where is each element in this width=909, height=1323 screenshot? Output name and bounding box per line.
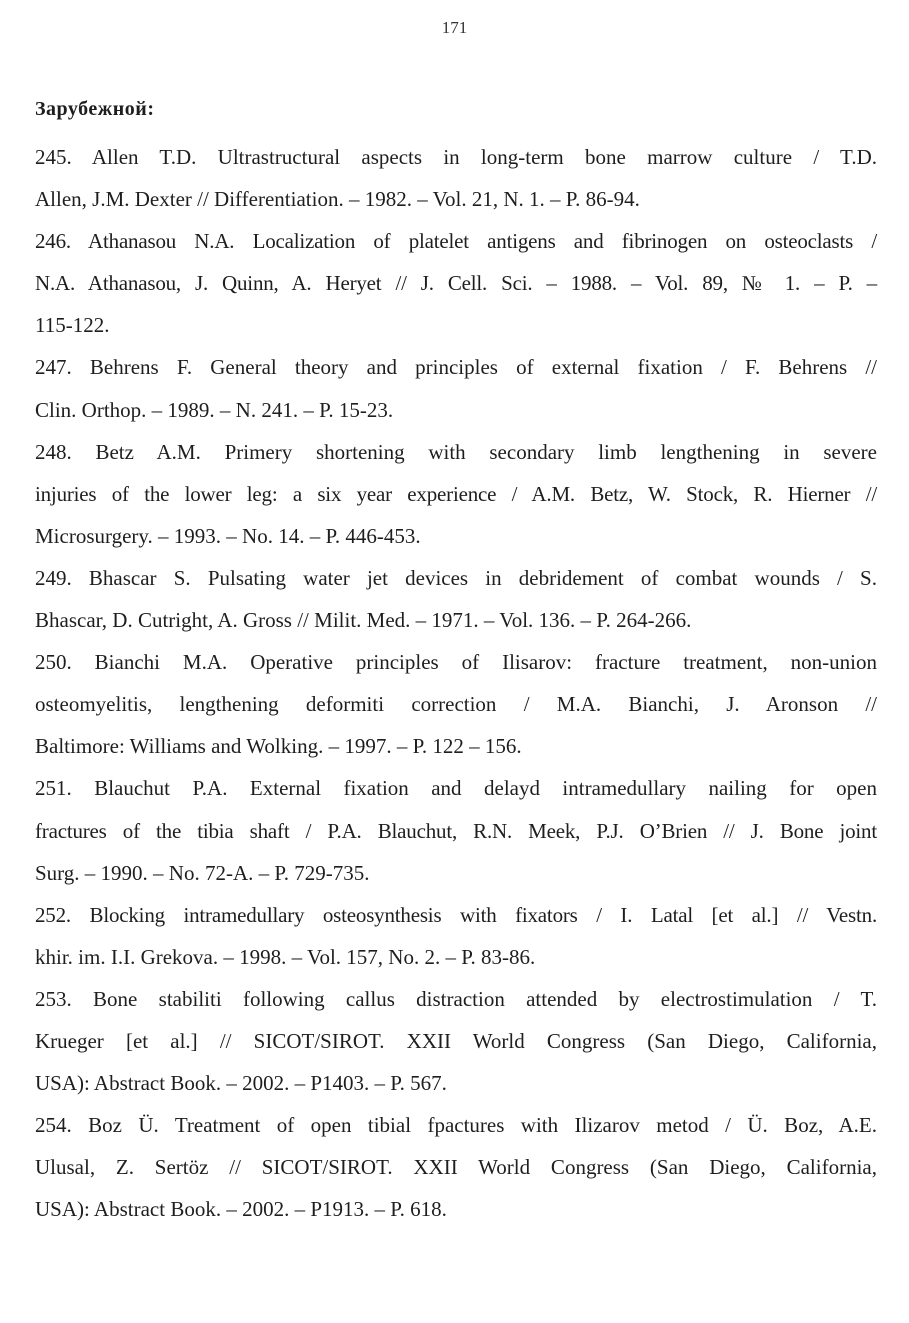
reference-entry-247 bbox=[35, 346, 877, 430]
reference-entry-246 bbox=[35, 220, 877, 346]
reference-entry-253 bbox=[35, 978, 877, 1104]
reference-line: Krueger [et al.] // SICOT/SIROT. XXII World Congress (San Diego, California, bbox=[35, 1028, 877, 1053]
reference-line: 248. Betz A.M. Primery shortening with secondary limb lengthening in severe bbox=[35, 439, 877, 464]
reference-entry-250 bbox=[35, 641, 877, 767]
reference-line: 246. Athanasou N.A. Localization of platelet antigens and fibrinogen on osteoclasts / bbox=[35, 229, 877, 254]
reference-entry-249 bbox=[35, 557, 877, 641]
reference-list bbox=[35, 136, 877, 1230]
reference-line: Microsurgery. – 1993. – No. 14. – P. 446-453. bbox=[35, 523, 421, 548]
reference-entry-245 bbox=[35, 136, 877, 220]
reference-line: 251. Blauchut P.A. External fixation and delayd intramedullary nailing for open bbox=[35, 776, 877, 801]
reference-line: 247. Behrens F. General theory and principles of external fixation / F. Behrens // bbox=[35, 355, 877, 380]
reference-line: USA): Abstract Book. – 2002. – P1403. – P. 567. bbox=[35, 1071, 447, 1096]
reference-line: 249. Bhascar S. Pulsating water jet devices in debridement of combat wounds / S. bbox=[35, 565, 877, 590]
reference-line: 245. Allen T.D. Ultrastructural aspects in long-term bone marrow culture / T.D. bbox=[35, 145, 877, 169]
page-number: 171 bbox=[441, 18, 468, 37]
reference-line: injuries of the lower leg: a six year experience / A.M. Betz, W. Stock, R. Hierner // bbox=[35, 481, 877, 506]
reference-line: 254. Boz Ü. Treatment of open tibial fpactures with Ilizarov metod / Ü. Boz, A.E. bbox=[35, 1113, 877, 1138]
section-heading: Зарубежной: bbox=[35, 98, 155, 120]
reference-entry-254 bbox=[35, 1104, 877, 1230]
reference-line: Baltimore: Williams and Wolking. – 1997. – P. 122 – 156. bbox=[35, 734, 522, 759]
reference-line: fractures of the tibia shaft / P.A. Blauchut, R.N. Meek, P.J. O’Brien // J. Bone joint bbox=[35, 818, 877, 843]
reference-line: 253. Bone stabiliti following callus distraction attended by electrostimulation / T. bbox=[35, 986, 877, 1011]
reference-line: 115-122. bbox=[35, 313, 110, 338]
reference-line: USA): Abstract Book. – 2002. – P1913. – P. 618. bbox=[35, 1197, 447, 1222]
reference-line: 250. Bianchi M.A. Operative principles of Ilisarov: fracture treatment, non-union bbox=[35, 650, 877, 675]
reference-line: Surg. – 1990. – No. 72-A. – P. 729-735. bbox=[35, 860, 370, 885]
reference-line: khir. im. I.I. Grekova. – 1998. – Vol. 157, No. 2. – P. 83-86. bbox=[35, 944, 536, 969]
reference-line: Clin. Orthop. – 1989. – N. 241. – P. 15-23. bbox=[35, 397, 394, 422]
reference-entry-252 bbox=[35, 894, 877, 978]
reference-entry-251 bbox=[35, 767, 877, 893]
reference-line: Allen, J.M. Dexter // Differentiation. – 1982. – Vol. 21, N. 1. – P. 86-94. bbox=[35, 187, 640, 212]
reference-line: Ulusal, Z. Sertöz // SICOT/SIROT. XXII World Congress (San Diego, California, bbox=[35, 1155, 877, 1180]
reference-line: osteomyelitis, lengthening deformiti correction / M.A. Bianchi, J. Aronson // bbox=[35, 692, 877, 717]
reference-entry-248 bbox=[35, 431, 877, 557]
reference-line: Bhascar, D. Cutright, A. Gross // Milit. Med. – 1971. – Vol. 136. – P. 264-266. bbox=[35, 608, 692, 633]
reference-line: 252. Blocking intramedullary osteosynthesis with fixators / I. Latal [et al.] // Vestn. bbox=[35, 902, 877, 927]
reference-line: N.A. Athanasou, J. Quinn, A. Heryet // J. Cell. Sci. – 1988. – Vol. 89, № 1. – P. – bbox=[35, 271, 877, 296]
